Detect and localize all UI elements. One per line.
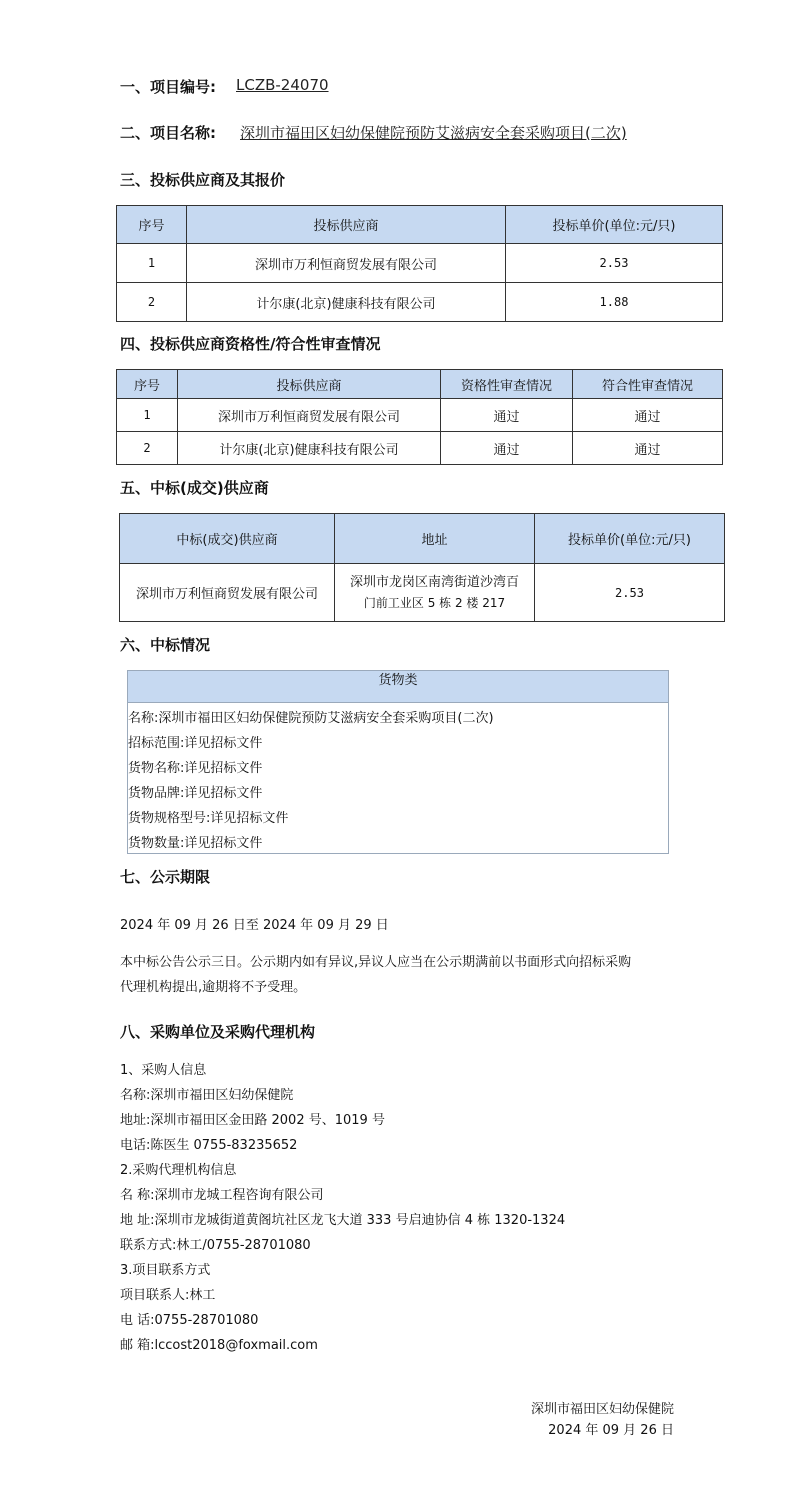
project-contact-email: 邮 箱:lccost2018@foxmail.com [120, 1338, 318, 1353]
row-unit-price: 2.53 [506, 244, 723, 283]
row-supplier: 计尔康(北京)健康科技有限公司 [178, 432, 441, 465]
section6-heading: 六、中标情况 [120, 636, 211, 654]
row-qualification: 通过 [441, 399, 573, 432]
header-winning-supplier: 中标(成交)供应商 [120, 514, 335, 564]
box-title: 货物类 [128, 671, 668, 703]
section7-heading: 七、公示期限 [120, 868, 211, 886]
table-row [117, 283, 723, 322]
address-line-2: 门前工业区 5 栋 2 楼 217 [363, 595, 506, 610]
project-contact-person: 项目联系人:林工 [120, 1288, 216, 1303]
row-qualification: 通过 [441, 432, 573, 465]
award-line-scope: 招标范围:详见招标文件 [128, 736, 263, 751]
purchaser-phone: 电话:陈医生 0755-83235652 [120, 1138, 298, 1153]
table-header-row [117, 370, 723, 399]
header-unit-price: 投标单价(单位:元/只) [535, 514, 725, 564]
section4-heading: 四、投标供应商资格性/符合性审查情况 [120, 335, 381, 353]
table-header-row [117, 206, 723, 244]
agency-contact: 联系方式:林工/0755-28701080 [120, 1238, 311, 1253]
row-supplier: 计尔康(北京)健康科技有限公司 [187, 283, 506, 322]
signature-date: 2024 年 09 月 26 日 [548, 1423, 674, 1438]
award-line-quantity: 货物数量:详见招标文件 [128, 836, 263, 851]
row-compliance: 通过 [573, 432, 723, 465]
agency-address: 地 址:深圳市龙城街道黄阁坑社区龙飞大道 333 号启迪协信 4 栋 1320-1324 [120, 1213, 566, 1228]
publicity-period: 2024 年 09 月 26 日至 2024 年 09 月 29 日 [120, 918, 389, 933]
award-line-brand: 货物品牌:详见招标文件 [128, 786, 263, 801]
award-details-box [127, 670, 669, 854]
table-row [120, 564, 725, 622]
bid-price-table [116, 205, 723, 322]
header-supplier: 投标供应商 [178, 370, 441, 399]
section8-heading: 八、采购单位及采购代理机构 [120, 1023, 316, 1041]
purchaser-info-title: 1、采购人信息 [120, 1063, 207, 1078]
row-unit-price: 2.53 [535, 564, 725, 622]
header-index: 序号 [117, 206, 187, 244]
project-name: 深圳市福田区妇幼保健院预防艾滋病安全套采购项目(二次) [240, 124, 627, 142]
qualification-table [116, 369, 723, 465]
row-supplier: 深圳市万利恒商贸发展有限公司 [178, 399, 441, 432]
project-contact-phone: 电 话:0755-28701080 [120, 1313, 259, 1328]
agency-name: 名 称:深圳市龙城工程咨询有限公司 [120, 1188, 324, 1203]
purchaser-address: 地址:深圳市福田区金田路 2002 号、1019 号 [120, 1113, 385, 1128]
header-index: 序号 [117, 370, 178, 399]
header-qualification: 资格性审查情况 [441, 370, 573, 399]
section2-label: 二、项目名称: [120, 124, 216, 142]
header-supplier: 投标供应商 [187, 206, 506, 244]
header-address: 地址 [335, 514, 535, 564]
row-supplier: 深圳市万利恒商贸发展有限公司 [187, 244, 506, 283]
award-line-goods-name: 货物名称:详见招标文件 [128, 761, 263, 776]
header-compliance: 符合性审查情况 [573, 370, 723, 399]
objection-notice-line-1: 本中标公告公示三日。公示期内如有异议,异议人应当在公示期满前以书面形式向招标采购 [120, 955, 632, 970]
signature-org: 深圳市福田区妇幼保健院 [530, 1402, 674, 1417]
winning-supplier-table [119, 513, 725, 622]
header-unit-price: 投标单价(单位:元/只) [506, 206, 723, 244]
table-header-row [120, 514, 725, 564]
row-compliance: 通过 [573, 399, 723, 432]
project-number: LCZB-24070 [236, 76, 329, 94]
section5-heading: 五、中标(成交)供应商 [120, 479, 269, 497]
agency-info-title: 2.采购代理机构信息 [120, 1163, 237, 1178]
row-index: 1 [117, 399, 178, 432]
project-contact-title: 3.项目联系方式 [120, 1263, 211, 1278]
table-row [117, 432, 723, 465]
table-row [117, 244, 723, 283]
row-index: 2 [117, 432, 178, 465]
section3-heading: 三、投标供应商及其报价 [120, 171, 286, 189]
row-index: 2 [117, 283, 187, 322]
section1-label: 一、项目编号: [120, 78, 216, 96]
row-address [335, 564, 535, 622]
row-unit-price: 1.88 [506, 283, 723, 322]
row-index: 1 [117, 244, 187, 283]
row-supplier: 深圳市万利恒商贸发展有限公司 [120, 564, 335, 622]
objection-notice-line-2: 代理机构提出,逾期将不予受理。 [120, 980, 307, 995]
award-line-name: 名称:深圳市福田区妇幼保健院预防艾滋病安全套采购项目(二次) [128, 711, 494, 726]
address-line-1: 深圳市龙岗区南湾街道沙湾百 [349, 574, 519, 590]
purchaser-name: 名称:深圳市福田区妇幼保健院 [120, 1088, 294, 1103]
table-row [117, 399, 723, 432]
award-line-spec: 货物规格型号:详见招标文件 [128, 811, 289, 826]
